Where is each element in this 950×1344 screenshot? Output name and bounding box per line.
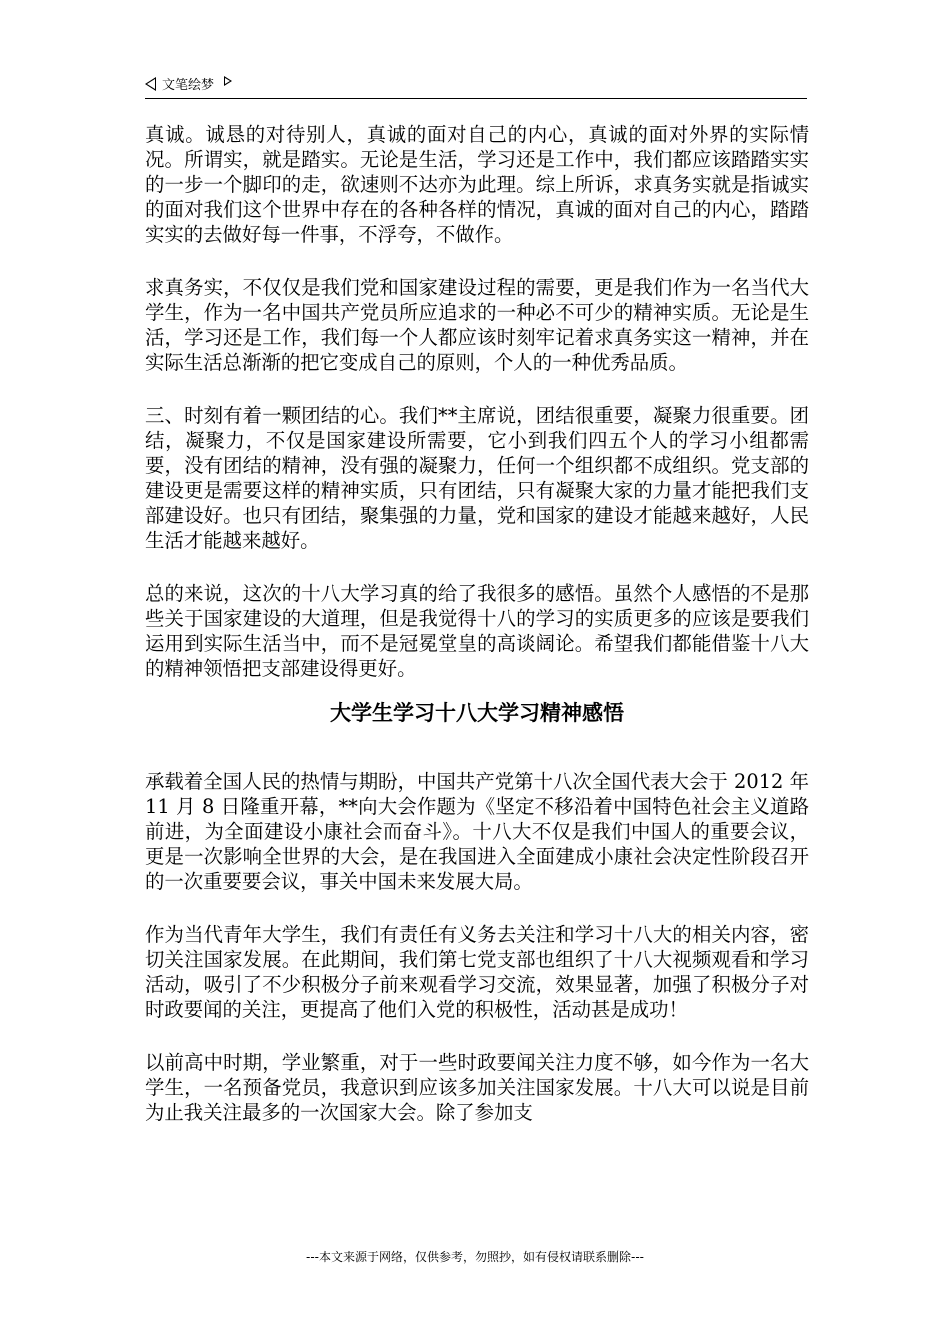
paragraph: 求真务实，不仅仅是我们党和国家建设过程的需要，更是我们作为一名当代大学生，作为一名中国共产党员所应追求的一种必不可少的精神实质。无论是生活，学习还是工作，我们每一个人都应该时刻牢记着求真务实这一精神，并在实际生活总渐渐的把它变成自己的原则，个人的一种优秀品质。 [145, 276, 809, 374]
paragraph: 三、时刻有着一颗团结的心。我们**主席说，团结很重要，凝聚力很重要。团结，凝聚力，不仅是国家建设所需要，它小到我们四五个人的学习小组都需要，没有团结的精神，没有强的凝聚力，任何一个组织都不成组织。党支部的建设更是需要这样的精神实质，只有团结，只有凝聚大家的力量才能把我们支部建设好。也只有团结，聚集强的力量，党和国家的建设才能越来越好，人民生活才能越来越好。 [145, 404, 809, 552]
triangle-right-icon [224, 76, 232, 86]
section-title: 大学生学习十八大学习精神感悟 [330, 701, 624, 725]
paragraph: 以前高中时期，学业繁重，对于一些时政要闻关注力度不够，如今作为一名大学生，一名预备党员，我意识到应该多加关注国家发展。十八大可以说是目前为止我关注最多的一次国家大会。除了参加支 [145, 1051, 809, 1124]
header-brand: 文笔绘梦 [162, 78, 215, 93]
page-footer-notice: ---本文来源于网络，仅供参考，勿照抄，如有侵权请联系删除--- [306, 1250, 644, 1264]
paragraph: 真诚。诚恳的对待别人，真诚的面对自己的内心，真诚的面对外界的实际情况。所谓实，就是踏实。无论是生活，学习还是工作中，我们都应该踏踏实实的一步一个脚印的走，欲速则不达亦为此理。综上所诉，求真务实就是指诚实的面对我们这个世界中存在的各种各样的情况，真诚的面对自己的内心，踏踏实实的去做好每一件事，不浮夸，不做作。 [145, 123, 809, 246]
document-body [145, 122, 809, 1153]
paragraph: 承载着全国人民的热情与期盼，中国共产党第十八次全国代表大会于 2012 年 11 月 8 日隆重开幕，**向大会作题为《坚定不移沿着中国特色社会主义道路前进，为全面建设小康社会而奋斗》。十八大不仅是我们中国人的重要会议，更是一次影响全世界的大会，是在我国进入全面建成小康社会决定性阶段召开的一次重要要会议，事关中国未来发展大局。 [145, 770, 809, 893]
triangle-left-icon [145, 77, 156, 91]
paragraph: 总的来说，这次的十八大学习真的给了我很多的感悟。虽然个人感悟的不是那些关于国家建设的大道理，但是我觉得十八的学习的实质更多的应该是要我们运用到实际生活当中，而不是冠冕堂皇的高谈阔论。希望我们都能借鉴十八大的精神领悟把支部建设得更好。 [145, 582, 809, 680]
page-header [145, 72, 807, 99]
header-brand-group [145, 74, 232, 93]
paragraph: 作为当代青年大学生，我们有责任有义务去关注和学习十八大的相关内容，密切关注国家发展。在此期间，我们第七党支部也组织了十八大视频观看和学习活动，吸引了不少积极分子前来观看学习交流，效果显著，加强了积极分子对时政要闻的关注，更提高了他们入党的积极性，活动甚是成功！ [145, 923, 809, 1021]
